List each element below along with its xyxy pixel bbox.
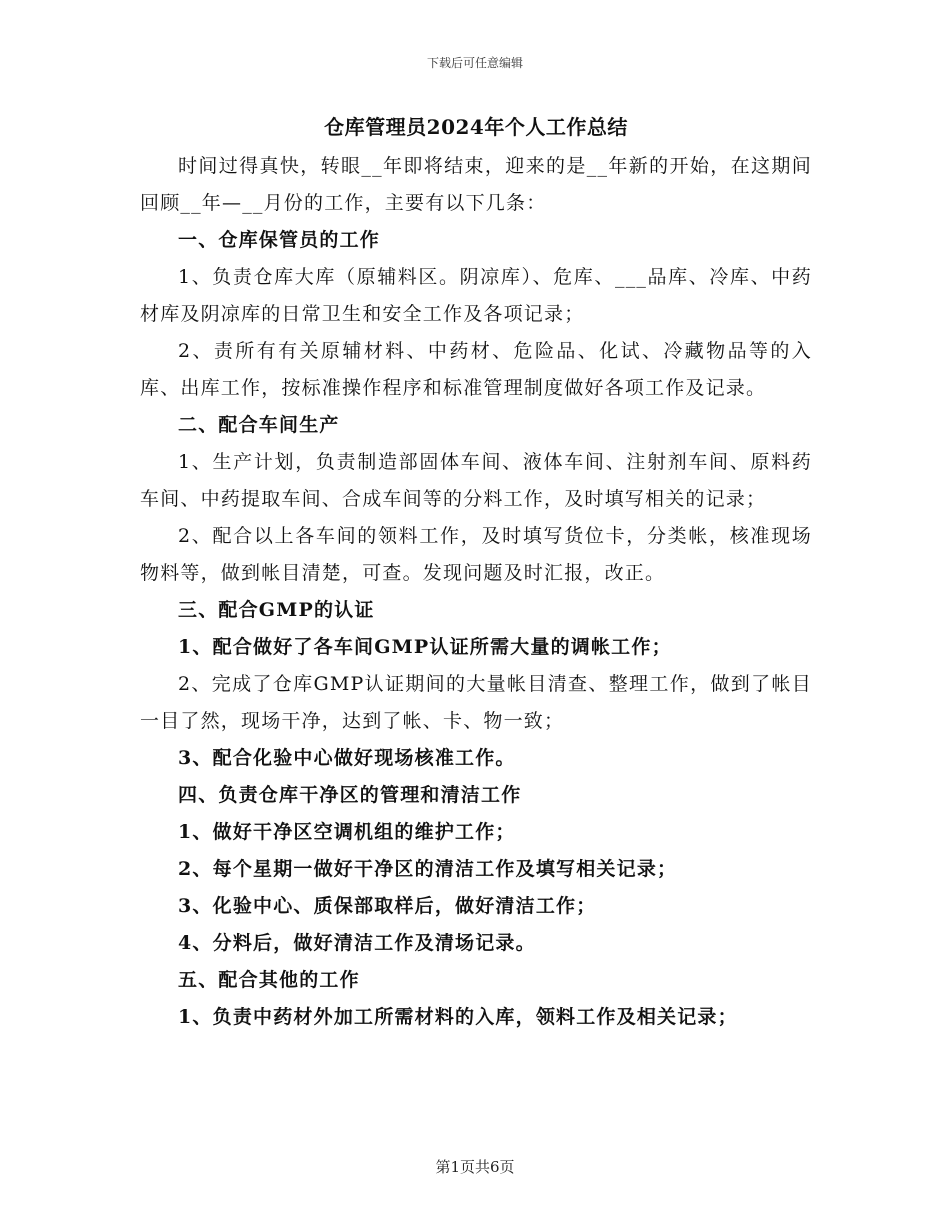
- section-heading: 一、仓库保管员的工作: [178, 229, 381, 251]
- section-item: 1、负责中药材外加工所需材料的入库，领料工作及相关记录；: [178, 1006, 738, 1028]
- section-item: 4、分料后，做好清洁工作及清场记录。: [178, 932, 536, 954]
- section-item: 1、做好干净区空调机组的维护工作；: [178, 821, 516, 843]
- section-item: 2、完成了仓库GMP认证期间的大量帐目清查、整理工作，做到了帐目一目了然，现场干净，达到了帐、卡、物一致；: [140, 673, 812, 732]
- intro-paragraph: 时间过得真快，转眼__年即将结束，迎来的是__年新的开始，在这期间回顾__年—__月份的工作，主要有以下几条：: [140, 155, 812, 214]
- section-item: 1、生产计划，负责制造部固体车间、液体车间、注射剂车间、原料药车间、中药提取车间、合成车间等的分料工作，及时填写相关的记录；: [140, 451, 812, 510]
- section-item: 3、化验中心、质保部取样后，做好清洁工作；: [178, 895, 597, 917]
- section-heading: 三、配合GMP的认证: [178, 599, 375, 621]
- section-item: 2、责所有有关原辅材料、中药材、危险品、化试、冷藏物品等的入库、出库工作，按标准操作程序和标准管理制度做好各项工作及记录。: [140, 340, 812, 399]
- header-note: 下载后可任意编辑: [426, 56, 523, 70]
- section-item: 3、配合化验中心做好现场核准工作。: [178, 747, 516, 769]
- section-item: 2、每个星期一做好干净区的清洁工作及填写相关记录；: [178, 858, 678, 880]
- document-title: 仓库管理员2024年个人工作总结: [324, 115, 628, 139]
- document-body: [140, 112, 812, 1036]
- section-item: 1、配合做好了各车间GMP认证所需大量的调帐工作；: [178, 636, 672, 658]
- section-item: 1、负责仓库大库（原辅料区。阴凉库）、危库、___品库、冷库、中药材库及阴凉库的日常卫生和安全工作及各项记录；: [140, 266, 812, 325]
- section-heading: 五、配合其他的工作: [178, 969, 360, 991]
- section-heading: 四、负责仓库干净区的管理和清洁工作: [178, 784, 522, 806]
- page-footer: 第1页共6页: [435, 1158, 515, 1176]
- section-heading: 二、配合车间生产: [178, 414, 340, 436]
- section-item: 2、配合以上各车间的领料工作，及时填写货位卡，分类帐，核准现场物料等，做到帐目清楚，可查。发现问题及时汇报，改正。: [140, 525, 812, 584]
